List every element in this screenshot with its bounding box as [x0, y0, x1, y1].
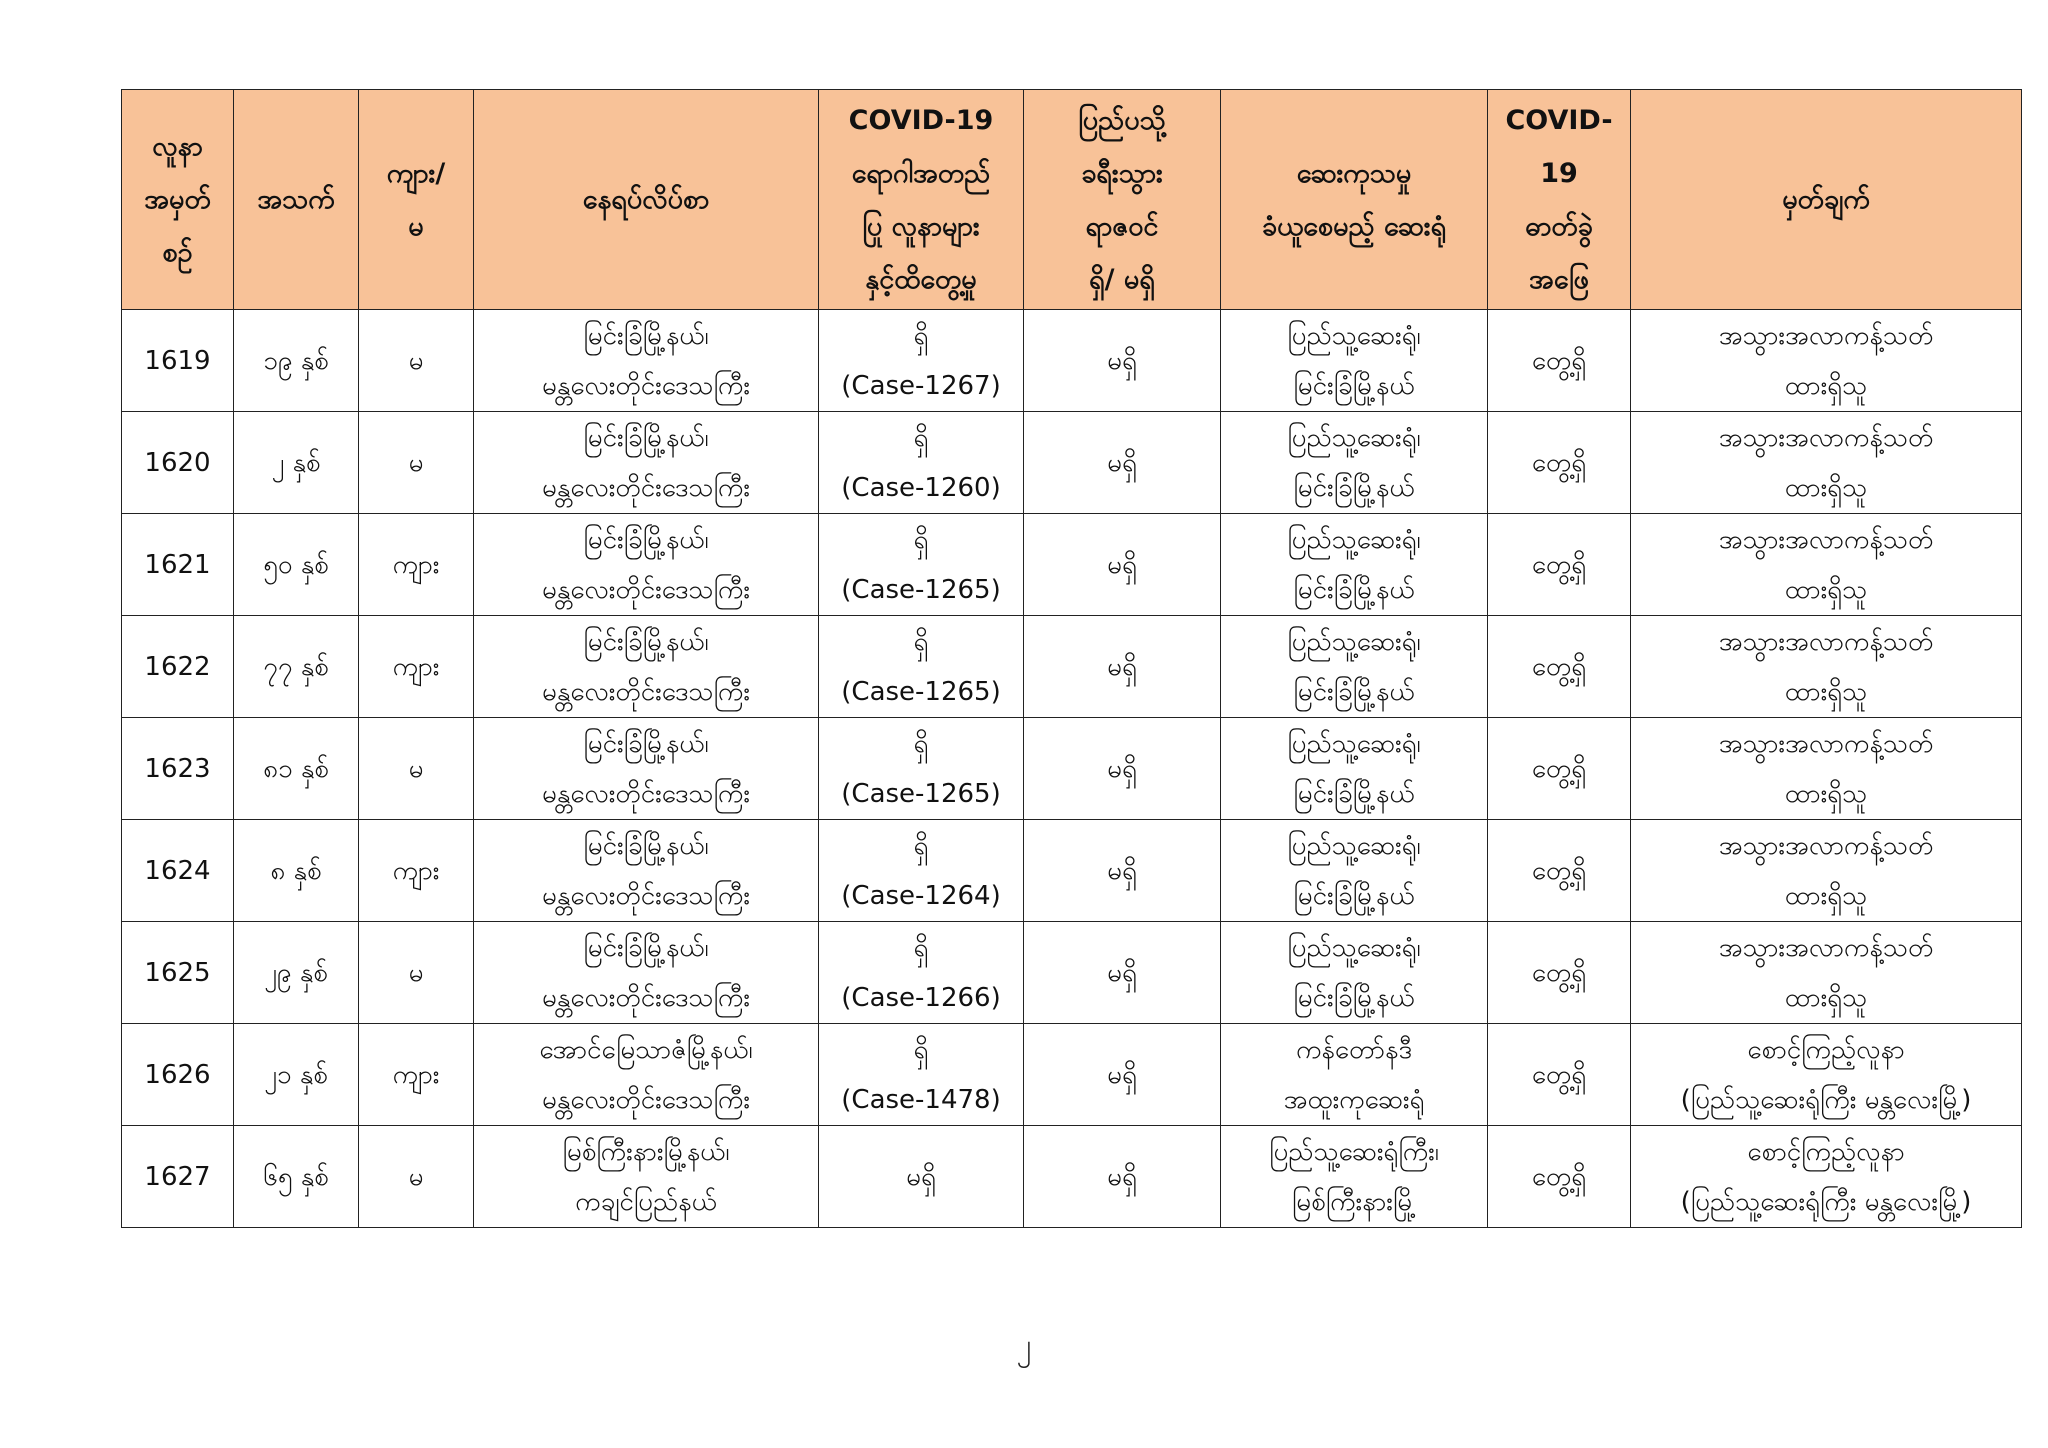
- table-header: [122, 90, 2022, 310]
- address-cell-line: မန္တလေးတိုင်းဒေသကြီး: [542, 1084, 750, 1115]
- case-number-cell: 1626: [122, 1024, 234, 1126]
- address-cell-line: မန္တလေးတိုင်းဒေသကြီး: [542, 370, 750, 401]
- contact-cell-line: ရှိ: [913, 524, 929, 555]
- remark-cell: [1631, 718, 2022, 820]
- hospital-cell-line: မြင်းခြံမြို့နယ်: [1293, 574, 1415, 605]
- contact-cell: [819, 1024, 1024, 1126]
- table-row: [122, 1024, 2022, 1126]
- travel-history-cell: မရှိ: [1024, 718, 1221, 820]
- case-number-cell: 1620: [122, 412, 234, 514]
- lab-result-cell: တွေ့ရှိ: [1488, 412, 1631, 514]
- address-cell: [474, 718, 819, 820]
- address-cell: [474, 1024, 819, 1126]
- contact-cell-line: (Case-1264): [841, 880, 1001, 911]
- remark-cell-line: ထားရှိသူ: [1784, 472, 1868, 503]
- header-hospital-line: ခံယူစေမည့် ဆေးရုံ: [1261, 210, 1447, 242]
- address-cell-line: မြင်းခြံမြို့နယ်၊: [583, 320, 709, 351]
- sex-cell: မ: [359, 718, 474, 820]
- lab-result-cell: တွေ့ရှိ: [1488, 820, 1631, 922]
- remark-cell-line: (ပြည်သူ့ဆေးရုံကြီး မန္တလေးမြို့): [1680, 1084, 1972, 1115]
- hospital-cell-line: ကန်တော်နဒီ: [1295, 1034, 1413, 1065]
- hospital-cell-line: ပြည်သူ့ဆေးရုံ၊: [1287, 320, 1421, 351]
- header-sex-line: မ: [408, 210, 424, 242]
- header-contact: [819, 90, 1024, 310]
- hospital-cell-line: အထူးကုဆေးရုံ: [1283, 1084, 1425, 1115]
- hospital-cell-line: ပြည်သူ့ဆေးရုံ၊: [1287, 728, 1421, 759]
- contact-cell-line: (Case-1260): [841, 472, 1001, 503]
- covid-case-table: [121, 89, 2022, 1228]
- header-lab-result-line: COVID-: [1505, 104, 1613, 136]
- sex-cell: ကျား: [359, 820, 474, 922]
- case-number-cell: 1619: [122, 310, 234, 412]
- contact-cell-line: ရှိ: [913, 422, 929, 453]
- address-cell-line: မန္တလေးတိုင်းဒေသကြီး: [542, 880, 750, 911]
- remark-cell-line: အသွားအလာကန့်သတ်: [1718, 728, 1934, 759]
- hospital-cell-line: မြင်းခြံမြို့နယ်: [1293, 472, 1415, 503]
- table-row: [122, 412, 2022, 514]
- contact-cell-line: မရှိ: [906, 1161, 936, 1192]
- header-contact-line: နှင့်ထိတွေ့မှု: [865, 263, 977, 295]
- case-number-cell: 1624: [122, 820, 234, 922]
- case-number-cell: 1623: [122, 718, 234, 820]
- remark-cell: [1631, 310, 2022, 412]
- sex-cell: ကျား: [359, 1024, 474, 1126]
- address-cell-line: အောင်မြေသာဇံမြို့နယ်၊: [539, 1034, 753, 1065]
- remark-cell-line: အသွားအလာကန့်သတ်: [1718, 626, 1934, 657]
- contact-cell-line: (Case-1267): [841, 370, 1001, 401]
- age-cell: ၈၁ နှစ်: [234, 718, 359, 820]
- remark-cell: [1631, 1024, 2022, 1126]
- remark-cell-line: ထားရှိသူ: [1784, 880, 1868, 911]
- remark-cell: [1631, 922, 2022, 1024]
- contact-cell-line: ရှိ: [913, 728, 929, 759]
- contact-cell: [819, 1126, 1024, 1228]
- header-row: [122, 90, 2022, 310]
- age-cell: ၅၀ နှစ်: [234, 514, 359, 616]
- hospital-cell: [1221, 922, 1488, 1024]
- age-cell: ၂၉ နှစ်: [234, 922, 359, 1024]
- address-cell: [474, 310, 819, 412]
- header-contact-line: ပြု လူနာများ: [862, 210, 980, 242]
- hospital-cell-line: မြင်းခြံမြို့နယ်: [1293, 676, 1415, 707]
- header-case-number-line: လူနာ: [152, 131, 203, 162]
- table-row: [122, 820, 2022, 922]
- address-cell: [474, 616, 819, 718]
- lab-result-cell: တွေ့ရှိ: [1488, 514, 1631, 616]
- header-contact-line: COVID-19: [848, 104, 994, 136]
- lab-result-cell: တွေ့ရှိ: [1488, 718, 1631, 820]
- age-cell: ၂၁ နှစ်: [234, 1024, 359, 1126]
- remark-cell-line: ထားရှိသူ: [1784, 778, 1868, 809]
- age-cell: ၁၉ နှစ်: [234, 310, 359, 412]
- travel-history-cell: မရှိ: [1024, 412, 1221, 514]
- hospital-cell: [1221, 412, 1488, 514]
- address-cell-line: မြင်းခြံမြို့နယ်၊: [583, 728, 709, 759]
- case-number-cell: 1625: [122, 922, 234, 1024]
- address-cell-line: ကချင်ပြည်နယ်: [575, 1186, 717, 1217]
- header-remark-line: မှတ်ချက်: [1782, 184, 1870, 215]
- address-cell: [474, 1126, 819, 1228]
- table-body: [122, 310, 2022, 1228]
- contact-cell-line: (Case-1265): [841, 574, 1001, 605]
- header-address: [474, 90, 819, 310]
- remark-cell: [1631, 412, 2022, 514]
- table-row: [122, 310, 2022, 412]
- table-row: [122, 616, 2022, 718]
- remark-cell-line: ထားရှိသူ: [1784, 982, 1868, 1013]
- header-lab-result-line: အဖြေ: [1529, 263, 1589, 295]
- address-cell-line: မြင်းခြံမြို့နယ်၊: [583, 932, 709, 963]
- remark-cell-line: အသွားအလာကန့်သတ်: [1718, 422, 1934, 453]
- hospital-cell-line: ပြည်သူ့ဆေးရုံ၊: [1287, 932, 1421, 963]
- header-lab-result: [1488, 90, 1631, 310]
- contact-cell-line: (Case-1266): [841, 982, 1001, 1013]
- table-row: [122, 514, 2022, 616]
- hospital-cell-line: ပြည်သူ့ဆေးရုံ၊: [1287, 524, 1421, 555]
- hospital-cell: [1221, 718, 1488, 820]
- remark-cell-line: အသွားအလာကန့်သတ်: [1718, 524, 1934, 555]
- address-cell-line: မန္တလေးတိုင်းဒေသကြီး: [542, 982, 750, 1013]
- contact-cell-line: (Case-1478): [841, 1084, 1001, 1115]
- sex-cell: မ: [359, 922, 474, 1024]
- address-cell-line: မြစ်ကြီးနားမြို့နယ်၊: [562, 1136, 730, 1167]
- header-travel-history-line: ပြည်ပသို့: [1078, 104, 1166, 136]
- sex-cell: မ: [359, 412, 474, 514]
- remark-cell-line: ထားရှိသူ: [1784, 370, 1868, 401]
- sex-cell: မ: [359, 310, 474, 412]
- travel-history-cell: မရှိ: [1024, 616, 1221, 718]
- hospital-cell: [1221, 514, 1488, 616]
- hospital-cell-line: ပြည်သူ့ဆေးရုံကြီး၊: [1269, 1136, 1439, 1167]
- case-number-cell: 1627: [122, 1126, 234, 1228]
- address-cell-line: မြင်းခြံမြို့နယ်၊: [583, 422, 709, 453]
- remark-cell: [1631, 820, 2022, 922]
- age-cell: ၈ နှစ်: [234, 820, 359, 922]
- lab-result-cell: တွေ့ရှိ: [1488, 310, 1631, 412]
- remark-cell: [1631, 1126, 2022, 1228]
- travel-history-cell: မရှိ: [1024, 820, 1221, 922]
- header-travel-history-line: ရာဇဝင်: [1085, 210, 1159, 242]
- header-travel-history-line: ရှိ/ မရှိ: [1089, 263, 1155, 295]
- contact-cell: [819, 310, 1024, 412]
- header-case-number-line: စဉ်: [162, 237, 193, 268]
- address-cell-line: မန္တလေးတိုင်းဒေသကြီး: [542, 574, 750, 605]
- address-cell-line: မန္တလေးတိုင်းဒေသကြီး: [542, 778, 750, 809]
- contact-cell-line: ရှိ: [913, 320, 929, 351]
- hospital-cell-line: မြင်းခြံမြို့နယ်: [1293, 370, 1415, 401]
- header-sex-line: ကျား/: [386, 157, 446, 189]
- address-cell-line: မြင်းခြံမြို့နယ်၊: [583, 830, 709, 861]
- header-travel-history-line: ခရီးသွား: [1081, 157, 1163, 189]
- hospital-cell: [1221, 310, 1488, 412]
- address-cell-line: မန္တလေးတိုင်းဒေသကြီး: [542, 676, 750, 707]
- table-row: [122, 922, 2022, 1024]
- address-cell: [474, 514, 819, 616]
- hospital-cell: [1221, 1126, 1488, 1228]
- header-contact-line: ရောဂါအတည်: [851, 157, 991, 189]
- travel-history-cell: မရှိ: [1024, 514, 1221, 616]
- hospital-cell-line: မြစ်ကြီးနားမြို့: [1291, 1186, 1417, 1217]
- address-cell: [474, 412, 819, 514]
- address-cell-line: မြင်းခြံမြို့နယ်၊: [583, 626, 709, 657]
- hospital-cell: [1221, 820, 1488, 922]
- remark-cell-line: (ပြည်သူ့ဆေးရုံကြီး မန္တလေးမြို့): [1680, 1186, 1972, 1217]
- sex-cell: ကျား: [359, 616, 474, 718]
- remark-cell-line: အသွားအလာကန့်သတ်: [1718, 830, 1934, 861]
- page-number: ၂: [1016, 1328, 1032, 1363]
- hospital-cell-line: မြင်းခြံမြို့နယ်: [1293, 778, 1415, 809]
- travel-history-cell: မရှိ: [1024, 1126, 1221, 1228]
- remark-cell: [1631, 514, 2022, 616]
- table-row: [122, 718, 2022, 820]
- sex-cell: မ: [359, 1126, 474, 1228]
- age-cell: ၂ နှစ်: [234, 412, 359, 514]
- header-address-line: နေရပ်လိပ်စာ: [582, 184, 710, 215]
- header-age-line: အသက်: [257, 184, 335, 215]
- case-table-container: [121, 89, 2021, 1228]
- remark-cell-line: စောင့်ကြည့်လူနာ: [1747, 1034, 1905, 1065]
- contact-cell: [819, 718, 1024, 820]
- header-hospital-line: ဆေးကုသမှု: [1296, 157, 1412, 189]
- remark-cell-line: စောင့်ကြည့်လူနာ: [1747, 1136, 1905, 1167]
- header-age: [234, 90, 359, 310]
- remark-cell-line: အသွားအလာကန့်သတ်: [1718, 932, 1934, 963]
- hospital-cell-line: ပြည်သူ့ဆေးရုံ၊: [1287, 830, 1421, 861]
- header-remark: [1631, 90, 2022, 310]
- contact-cell-line: ရှိ: [913, 1034, 929, 1065]
- lab-result-cell: တွေ့ရှိ: [1488, 616, 1631, 718]
- header-lab-result-line: ဓာတ်ခွဲ: [1525, 210, 1593, 242]
- contact-cell-line: ရှိ: [913, 626, 929, 657]
- address-cell: [474, 820, 819, 922]
- sex-cell: ကျား: [359, 514, 474, 616]
- header-travel-history: [1024, 90, 1221, 310]
- case-number-cell: 1621: [122, 514, 234, 616]
- contact-cell-line: ရှိ: [913, 830, 929, 861]
- hospital-cell-line: ပြည်သူ့ဆေးရုံ၊: [1287, 422, 1421, 453]
- age-cell: ၆၅ နှစ်: [234, 1126, 359, 1228]
- remark-cell: [1631, 616, 2022, 718]
- header-case-number: [122, 90, 234, 310]
- contact-cell: [819, 922, 1024, 1024]
- contact-cell: [819, 820, 1024, 922]
- contact-cell-line: (Case-1265): [841, 676, 1001, 707]
- lab-result-cell: တွေ့ရှိ: [1488, 1126, 1631, 1228]
- contact-cell: [819, 514, 1024, 616]
- hospital-cell-line: မြင်းခြံမြို့နယ်: [1293, 982, 1415, 1013]
- hospital-cell: [1221, 1024, 1488, 1126]
- hospital-cell-line: ပြည်သူ့ဆေးရုံ၊: [1287, 626, 1421, 657]
- contact-cell-line: (Case-1265): [841, 778, 1001, 809]
- remark-cell-line: အသွားအလာကန့်သတ်: [1718, 320, 1934, 351]
- age-cell: ၇၇ နှစ်: [234, 616, 359, 718]
- travel-history-cell: မရှိ: [1024, 310, 1221, 412]
- table-row: [122, 1126, 2022, 1228]
- address-cell-line: မန္တလေးတိုင်းဒေသကြီး: [542, 472, 750, 503]
- address-cell: [474, 922, 819, 1024]
- lab-result-cell: တွေ့ရှိ: [1488, 1024, 1631, 1126]
- hospital-cell-line: မြင်းခြံမြို့နယ်: [1293, 880, 1415, 911]
- travel-history-cell: မရှိ: [1024, 922, 1221, 1024]
- hospital-cell: [1221, 616, 1488, 718]
- lab-result-cell: တွေ့ရှိ: [1488, 922, 1631, 1024]
- remark-cell-line: ထားရှိသူ: [1784, 676, 1868, 707]
- header-hospital: [1221, 90, 1488, 310]
- header-case-number-line: အမှတ်: [144, 184, 211, 215]
- travel-history-cell: မရှိ: [1024, 1024, 1221, 1126]
- remark-cell-line: ထားရှိသူ: [1784, 574, 1868, 605]
- header-sex: [359, 90, 474, 310]
- case-number-cell: 1622: [122, 616, 234, 718]
- header-lab-result-line: 19: [1540, 157, 1578, 189]
- contact-cell-line: ရှိ: [913, 932, 929, 963]
- contact-cell: [819, 412, 1024, 514]
- address-cell-line: မြင်းခြံမြို့နယ်၊: [583, 524, 709, 555]
- contact-cell: [819, 616, 1024, 718]
